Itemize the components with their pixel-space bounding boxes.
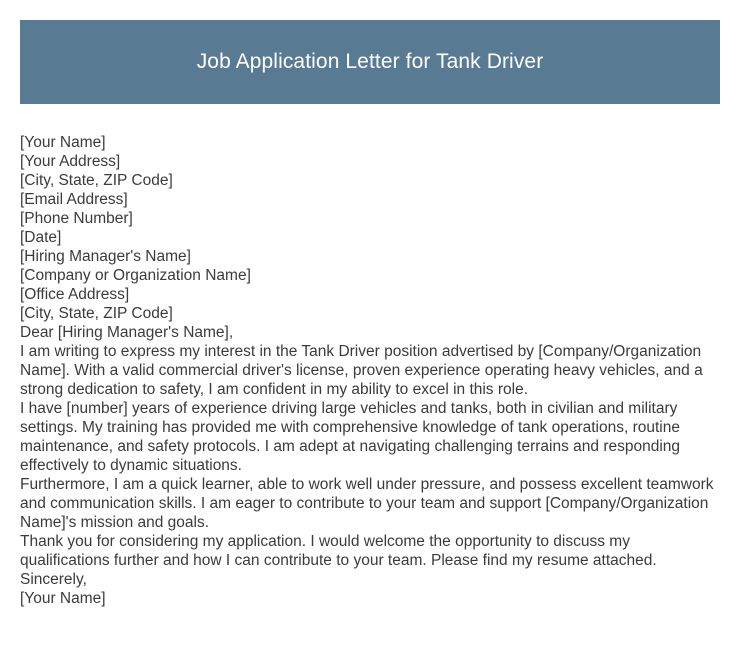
closing: Sincerely, [20, 571, 87, 588]
signature-name: [Your Name] [20, 590, 106, 607]
paragraph-experience: I have [number] years of experience driving large vehicles and tanks, both in civilian and military settings. My training has provided me with comprehensive knowledge of tank operations, routine maintenance, and safety protocols. I am adept at navigating challenging terrains and responding effectively to dynamic situations. [20, 400, 681, 474]
sender-email: [Email Address] [20, 191, 128, 208]
recipient-office: [Office Address] [20, 286, 130, 303]
paragraph-intro: I am writing to express my interest in the Tank Driver position advertised by [Company/Organization Name]. With a valid commercial driver's license, proven experience operating heavy vehicles, and a strong dedication to safety, I am confident in my ability to excel in this role. [20, 343, 703, 398]
sender-name: [Your Name] [20, 134, 106, 151]
paragraph-skills: Furthermore, I am a quick learner, able to work well under pressure, and possess excellent teamwork and communication skills. I am eager to contribute to your team and support [Company/Organization Name]'s mission and goals. [20, 476, 714, 531]
sender-address: [Your Address] [20, 153, 121, 170]
sender-city: [City, State, ZIP Code] [20, 172, 173, 189]
salutation: Dear [Hiring Manager's Name], [20, 324, 234, 341]
title-banner [20, 20, 720, 104]
recipient-company: [Company or Organization Name] [20, 267, 251, 284]
letter-body [20, 133, 716, 608]
paragraph-thanks: Thank you for considering my application. I would welcome the opportunity to discuss my qualifications further and how I can contribute to your team. Please find my resume attached. [20, 533, 657, 569]
recipient-city: [City, State, ZIP Code] [20, 305, 173, 322]
page-title: Job Application Letter for Tank Driver [196, 50, 544, 73]
letter-date: [Date] [20, 229, 62, 246]
sender-phone: [Phone Number] [20, 210, 133, 227]
recipient-name: [Hiring Manager's Name] [20, 248, 191, 265]
